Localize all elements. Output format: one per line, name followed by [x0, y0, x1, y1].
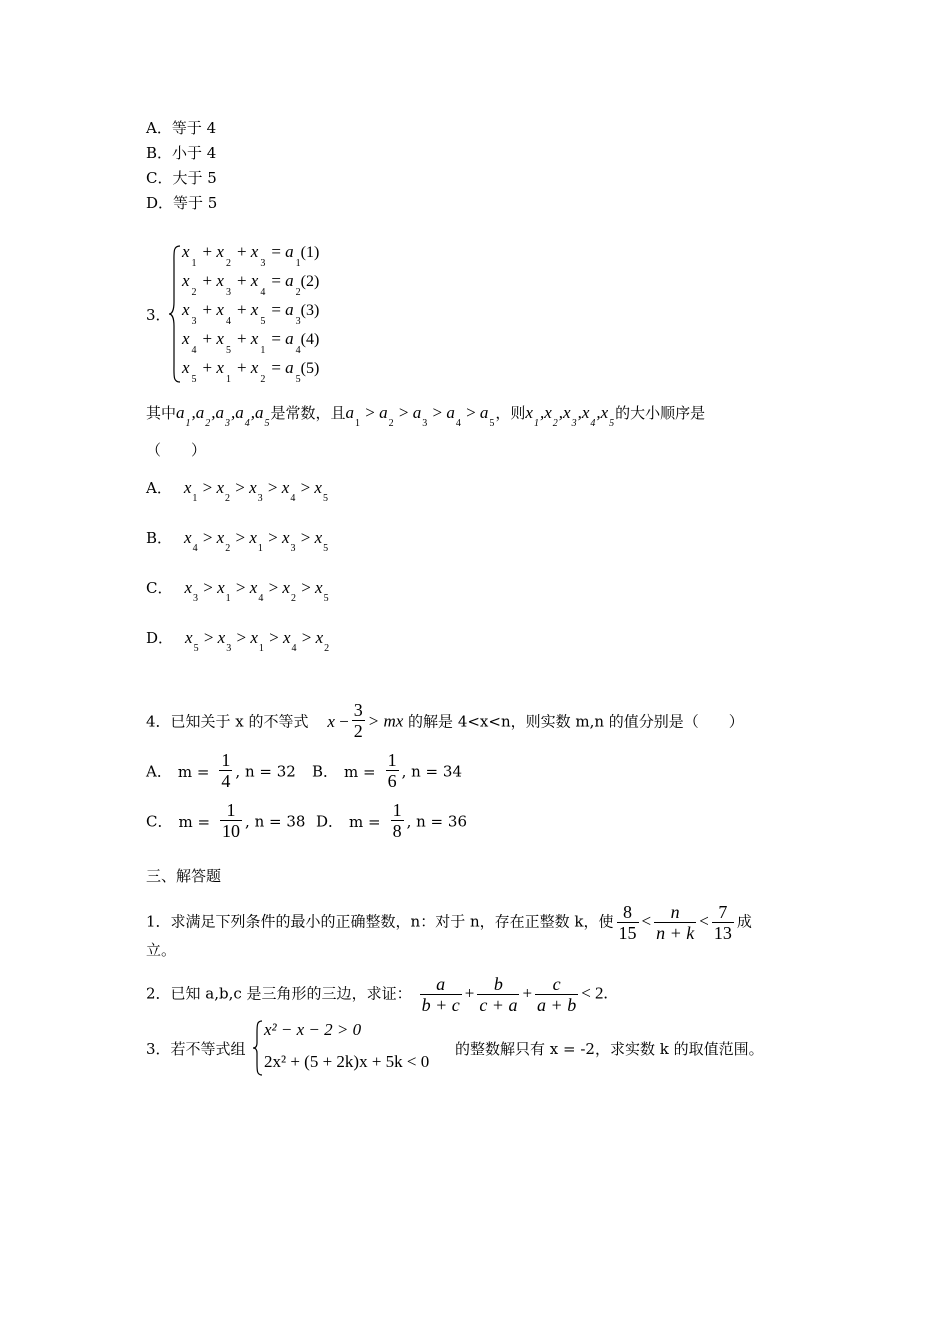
q3-equation-row: $x_2+ x_3+ x_4= a_2(2)$ — [182, 271, 320, 298]
p2-f2-num: b — [477, 974, 519, 995]
p1-f2-num: n — [654, 902, 696, 923]
p1-f1-den: 15 — [618, 923, 637, 943]
q4-option: B． m = $\frac{1}{6}$ , n = 34 — [312, 750, 462, 791]
problem-3-brace — [252, 1019, 264, 1077]
p2-plus-1: + — [464, 983, 475, 1003]
q3-unknowns: $x_1,x_2,x_3,x_4,x_5$ — [525, 403, 615, 429]
problem-2-tail: < 2. — [581, 983, 608, 1003]
q3-number: 3． — [146, 306, 171, 324]
q3-option: A． $x_1 > x_2 > x_3 > x_4 > x_5$ — [146, 478, 328, 504]
q3-option: C． $x_3 > x_1 > x_4 > x_2 > x_5$ — [146, 578, 329, 604]
p1-lt-1: < — [641, 911, 652, 931]
p2-plus-2: + — [522, 983, 533, 1003]
q3-stem-suffix: 的大小顺序是 — [615, 404, 706, 422]
problem-3-prefix: 3．若不等式组 — [146, 1040, 246, 1058]
q4-expr-x: x — [327, 711, 335, 731]
q4-frac-num: 3 — [353, 700, 363, 720]
q3-equation-row: $x_1+ x_2+ x_3= a_1(1)$ — [182, 242, 320, 269]
prev-option-d: D．等于 5 — [146, 194, 218, 212]
p3-line1-text: x² − x − 2 > 0 — [264, 1020, 362, 1039]
q3-option: B． $x_4 > x_2 > x_1 > x_3 > x_5$ — [146, 528, 329, 554]
problem-2-frac-c — [535, 974, 578, 1015]
p2-f2-den: c + a — [479, 995, 518, 1015]
problem-3-suffix: 的整数解只有 x = -2，求实数 k 的取值范围。 — [455, 1040, 764, 1058]
p3-line2-text: 2x² + (5 + 2k)x + 5k < 0 — [264, 1052, 430, 1071]
q3-stem-mid1: 是常数，且 — [270, 404, 346, 422]
problem-1-line-2: 立。 — [146, 941, 177, 959]
problem-2 — [146, 974, 608, 1015]
q4-fraction — [352, 700, 365, 741]
problem-3-inequality-2 — [264, 1052, 429, 1072]
q3-constants-order: $a_1 > a_2 > a_3 > a_4 > a_5$ — [345, 403, 495, 429]
q4-expr-minus: − — [339, 711, 349, 731]
problem-1-prefix: 1．求满足下列条件的最小的正确整数，n：对于 n，存在正整数 k，使 — [146, 912, 614, 931]
p2-f1-num: a — [420, 974, 462, 995]
q3-answer-blank: （ ） — [146, 441, 207, 459]
q3-system-brace — [168, 244, 182, 384]
q3-stem — [146, 403, 706, 429]
q3-equation-row: $x_4+ x_5+ x_1= a_4(4)$ — [182, 329, 320, 356]
prev-option-b: B．小于 4 — [146, 144, 217, 162]
q4-frac-den: 2 — [353, 721, 363, 741]
p2-f1-den: b + c — [421, 995, 460, 1015]
problem-1-frac-3 — [712, 902, 734, 943]
problem-2-frac-a — [420, 974, 462, 1015]
p2-f3-num: c — [535, 974, 578, 995]
q4-option: D． m = $\frac{1}{8}$ , n = 36 — [316, 800, 467, 841]
p2-f3-den: a + b — [537, 995, 577, 1015]
p1-f3-den: 13 — [713, 923, 732, 943]
p1-lt-2: < — [699, 911, 709, 931]
q4-option: A． m = $\frac{1}{4}$ , n = 32 — [146, 750, 296, 791]
problem-1 — [146, 902, 752, 943]
problem-3-inequality-1 — [264, 1020, 361, 1040]
q4-option: C． m = $\frac{1}{10}$ , n = 38 — [146, 800, 306, 841]
q3-option: D． $x_5 > x_3 > x_1 > x_4 > x_2$ — [146, 628, 330, 654]
q3-constants: $a_1,a_2,a_3,a_4,a_5$ — [176, 403, 270, 429]
q4-stem — [146, 702, 744, 743]
q4-prefix: 4．已知关于 x 的不等式 — [146, 712, 309, 731]
problem-1-frac-2 — [654, 902, 696, 943]
p1-f2-den: n + k — [656, 923, 695, 943]
q3-equation-row: $x_3+ x_4+ x_5= a_3(3)$ — [182, 300, 320, 327]
prev-option-c: C．大于 5 — [146, 169, 217, 187]
problem-2-prefix: 2．已知 a,b,c 是三角形的三边，求证： — [146, 984, 412, 1003]
problem-2-frac-b — [477, 974, 519, 1015]
p1-f1-num: 8 — [617, 902, 639, 923]
q3-stem-prefix: 其中 — [146, 404, 177, 422]
section-title: 三、解答题 — [146, 867, 222, 885]
q4-suffix: 的解是 4<x<n，则实数 m,n 的值分别是（ ） — [408, 712, 744, 731]
problem-1-suffix: 成 — [736, 912, 752, 931]
q4-expression — [327, 712, 348, 731]
problem-1-frac-1 — [617, 902, 639, 943]
p1-f3-num: 7 — [712, 902, 734, 923]
prev-option-a: A．等于 4 — [146, 119, 217, 137]
q3-stem-mid2: ，则 — [495, 404, 526, 422]
q3-equation-row: $x_5+ x_1+ x_2= a_5(5)$ — [182, 358, 320, 385]
q4-expr-rest: > mx — [367, 711, 404, 731]
